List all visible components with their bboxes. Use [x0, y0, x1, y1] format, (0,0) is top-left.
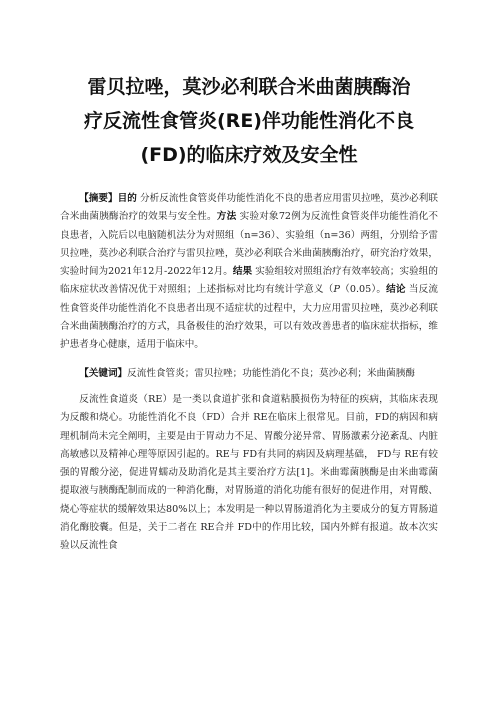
body-paragraph: 反流性食道炎（RE）是一类以食道扩张和食道粘膜损伤为特征的疾病，其临床表现为反酸和烧心。功能性消化不良（FD）合并 RE在临床上很常见。目前，FD的病因和病理机制尚未完全阐明，主要是由于胃动力不足、胃酸分泌异常、胃肠激素分泌紊乱、内脏高敏感以及精神心理等原因引起的。RE与 FD有共同的病因及病理基础， FD与 RE有较强的胃酸分泌，促进胃蠕动及助消化是其主要治疗方法[1]。米曲霉菌胰酶是由米曲霉菌提取液与胰酶配制而成的一种消化酶，对胃肠道的消化功能有很好的促进作用，对胃酸、烧心等症状的缓解效果达80%以上；本发明是一种以胃肠道消化为主要成分的复方胃肠道消化酶胶囊。但是，关于二者在 RE合并 FD中的作用比较，国内外鲜有报道。故本次实验以反流性食	[60, 393, 438, 552]
keywords-label: 【关键词】	[79, 367, 128, 379]
purpose-label: 目的	[117, 193, 137, 204]
methods-label: 方法	[216, 211, 237, 223]
title-line-1: 雷贝拉唑，莫沙必利联合米曲菌胰酶治	[87, 76, 411, 98]
abstract	[60, 190, 438, 355]
paper-title	[60, 70, 438, 172]
keywords	[60, 365, 438, 383]
abstract-label: 【摘要】	[79, 193, 118, 204]
keywords-text: 反流性食管炎；雷贝拉唑；功能性消化不良；莫沙必利；米曲菌胰酶	[127, 367, 415, 379]
title-line-3: (FD)的临床疗效及安全性	[140, 144, 358, 166]
results-text: 实验组较对照组治疗有效率较高；实验组的临床症状改善情况优于对照组；上述指标对比均有统计学意义（	[60, 266, 438, 296]
p-value-symbol: P	[333, 284, 340, 296]
methods-text: 实验对象72例为反流性食管炎伴功能性消化不良患者，入院后以电脑随机法分为对照组（n=36）、实验组（n=36）两组，分别给予雷贝拉唑，莫沙必利联合治疗与雷贝拉唑，莫沙必利联合米曲菌胰酶治疗，研究治疗效果，实验时间为2021年12月-2022年12月。	[60, 211, 439, 278]
results-label: 结果	[232, 266, 253, 278]
conclusion-label: 结论	[386, 284, 406, 296]
p-value-text: （0.05）。	[339, 284, 387, 296]
conclusion-text: 当反流性食管炎伴功能性消化不良患者出现不适症状的过程中，大力应用雷贝拉唑，莫沙必利联合米曲菌胰酶治疗的方式，具备极佳的治疗效果，可以有效改善患者的临床症状指标，维护患者身心健康，适用于临床中。	[60, 284, 438, 351]
purpose-text: 分析反流性食管炎伴功能性消化不良的患者应用雷贝拉唑，莫沙必利联合米曲菌胰酶治疗的效果与安全性。	[60, 193, 439, 223]
title-line-2: 疗反流性食管炎(RE)伴功能性消化不良	[84, 110, 414, 132]
